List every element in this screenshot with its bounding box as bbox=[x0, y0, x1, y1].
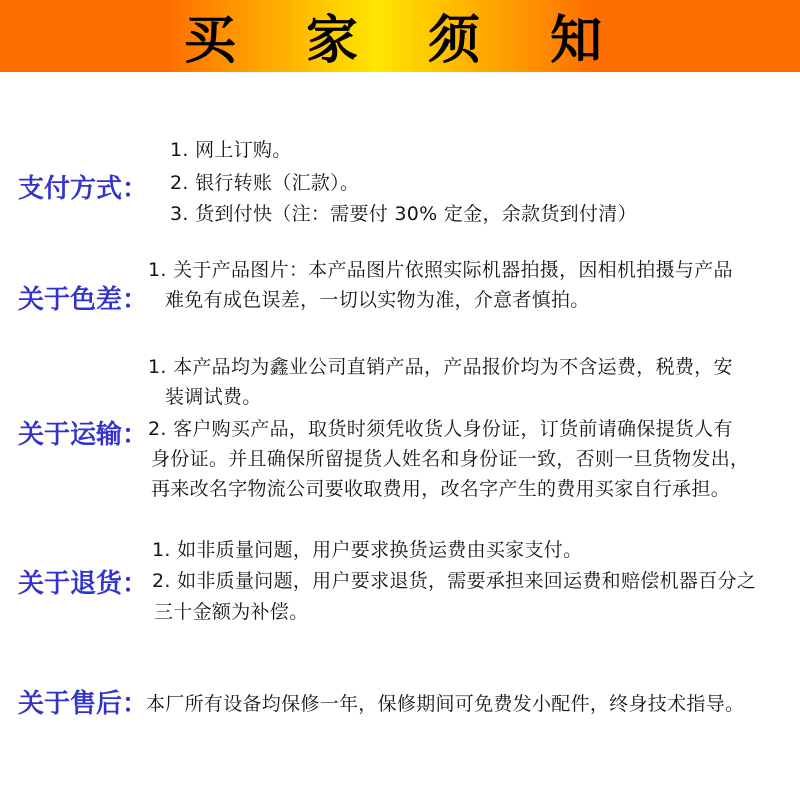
section-shipping-label: 关于运输： bbox=[18, 420, 149, 450]
returns-line-1: 1. 如非质量问题，用户要求换货运费由买家支付。 bbox=[152, 539, 583, 561]
after-sales-line-1: 本厂所有设备均保修一年，保修期间可免费发小配件，终身技术指导。 bbox=[146, 693, 745, 715]
section-payment-label: 支付方式： bbox=[18, 174, 149, 204]
payment-line-3: 3. 货到付快（注：需要付 30% 定金，余款货到付清） bbox=[170, 203, 637, 225]
page-title: 买 家 须 知 bbox=[183, 10, 617, 71]
payment-line-1: 1. 网上订购。 bbox=[170, 139, 292, 161]
returns-line-3: 三十金额为补偿。 bbox=[154, 601, 309, 623]
payment-line-2: 2. 银行转账（汇款）。 bbox=[170, 172, 360, 194]
shipping-line-1: 1. 本产品均为鑫业公司直销产品，产品报价均为不含运费，税费，安 bbox=[148, 356, 733, 378]
section-returns-label: 关于退货： bbox=[18, 569, 149, 599]
shipping-line-2: 装调试费。 bbox=[165, 386, 262, 408]
color-difference-line-1: 1. 关于产品图片：本产品图片依照实际机器拍摄，因相机拍摄与产品 bbox=[148, 259, 733, 281]
section-after-sales-label: 关于售后： bbox=[18, 689, 149, 719]
section-color-difference-label: 关于色差： bbox=[18, 285, 149, 315]
shipping-line-4: 身份证。并且确保所留提货人姓名和身份证一致，否则一旦货物发出， bbox=[151, 448, 750, 470]
returns-line-2: 2. 如非质量问题，用户要求退货，需要承担来回运费和赔偿机器百分之 bbox=[152, 570, 757, 592]
header-banner bbox=[0, 0, 800, 72]
shipping-line-3: 2. 客户购买产品，取货时须凭收货人身份证，订货前请确保提货人有 bbox=[148, 418, 733, 440]
shipping-line-5: 再来改名字物流公司要收取费用，改名字产生的费用买家自行承担。 bbox=[151, 478, 731, 500]
color-difference-line-2: 难免有成色误差，一切以实物为准，介意者慎拍。 bbox=[165, 289, 590, 311]
